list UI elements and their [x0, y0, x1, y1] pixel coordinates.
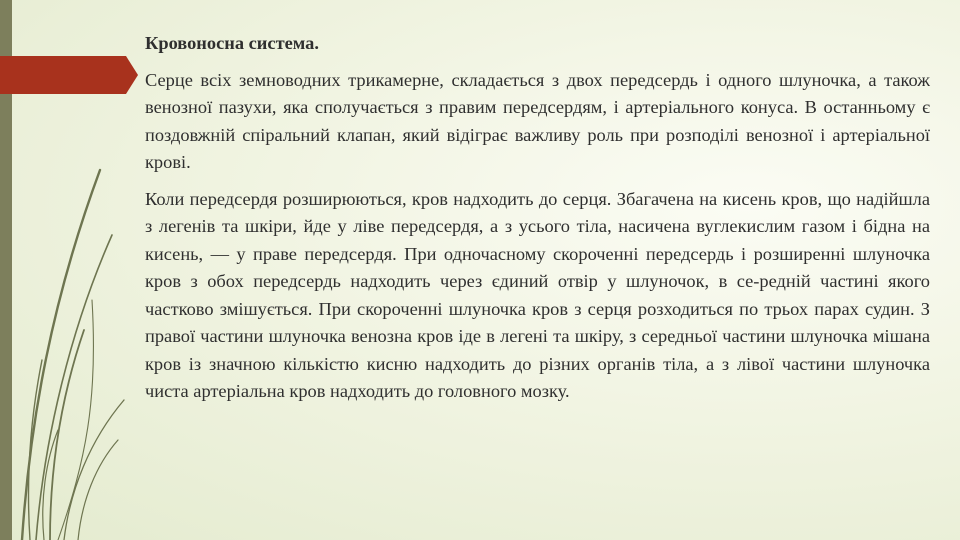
slide-title: Кровоносна система.	[145, 33, 319, 53]
slide-content	[145, 30, 930, 415]
paragraph-1: Серце всіх земноводних трикамерне, складається з двох передсердь і одного шлуночка, а також венозної пазухи, яка сполучається з правим передсердям, і артеріального конуса. В останньому є поздовжній спіральний клапан, який відіграє важливу роль при розподілі венозної і артеріальної крові.	[145, 69, 930, 172]
paragraph-2: Коли передсердя розширюються, кров надходить до серця. Збагачена на кисень кров, що надійшла з легенів та шкіри, йде у ліве передсердя, а з усього тіла, насичена вуглекислим газом і бідна на кисень, — у праве передсердя. При одночасному скороченні передсердь і розширенні шлуночка кров з обох передсердь надходить через єдиний отвір у шлуночок, в се-редній частині якого частково змішується. При скороченні шлуночка кров з серця розходиться по трьох парах судин. З правої частини шлуночка венозна кров іде в легені та шкіру, з середньої частини шлуночка мішана кров із значною кількістю кисню надходить до різних органів тіла, а з лівої частини шлуночка чиста артеріальна кров надходить до головного мозку.	[145, 188, 930, 401]
accent-tab	[0, 56, 126, 94]
